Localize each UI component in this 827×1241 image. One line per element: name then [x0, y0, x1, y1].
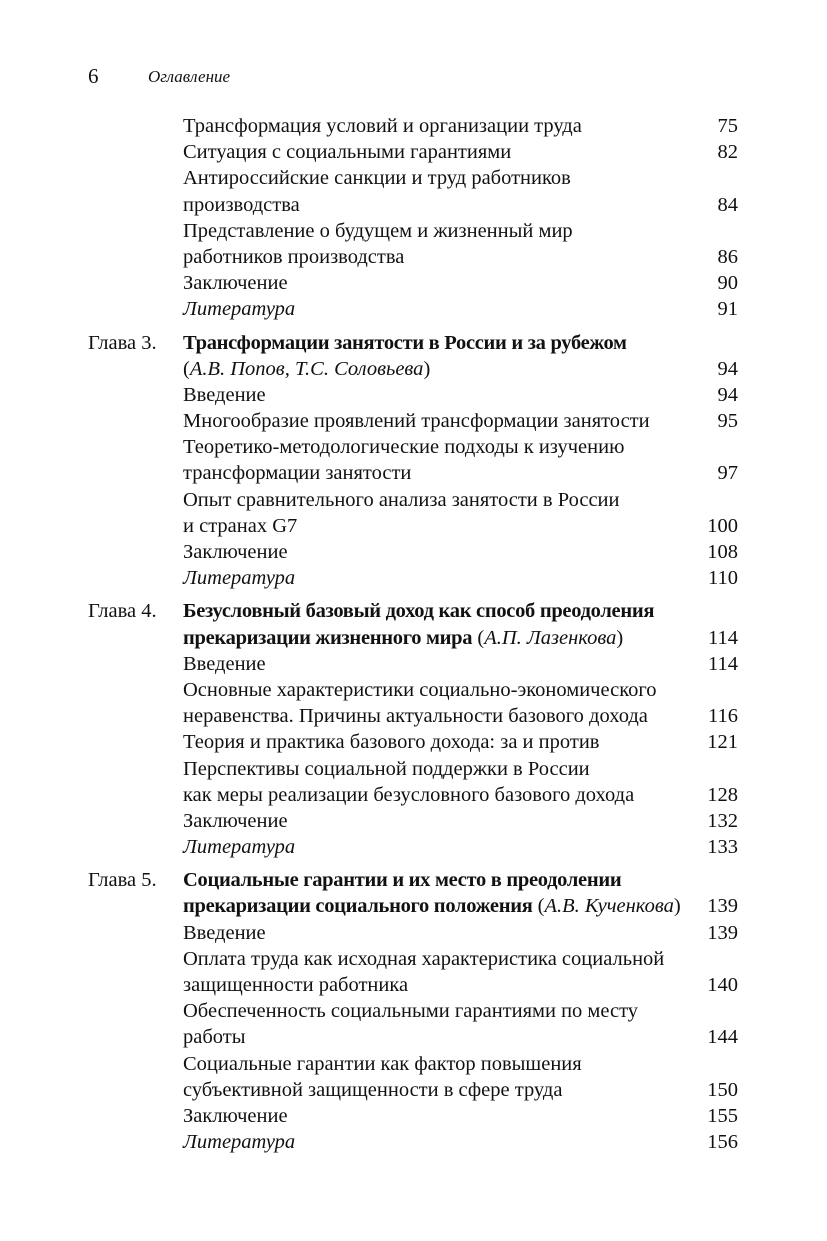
toc-line	[88, 1051, 738, 1077]
entry-title	[183, 356, 430, 382]
entry-title	[183, 782, 634, 808]
toc-entry[interactable]	[88, 946, 738, 998]
entry-title	[183, 408, 650, 434]
page-ref: 82	[717, 141, 738, 164]
toc-line	[88, 625, 738, 651]
toc-line	[88, 487, 738, 513]
entry-title	[183, 296, 295, 322]
toc-line	[88, 1077, 738, 1103]
toc-line	[88, 565, 738, 591]
text-segment: Теория и практика базового дохода: за и против	[183, 731, 600, 754]
page-ref: 140	[707, 974, 738, 996]
text-segment: Заключение	[183, 272, 288, 295]
entry-title	[183, 139, 511, 165]
italic-text: Литература	[183, 298, 296, 321]
italic-text: А.П. Лазенкова	[484, 626, 617, 649]
toc-entry[interactable]	[88, 834, 738, 860]
page-ref: 114	[708, 652, 738, 675]
italic-text: А.В. Попов, Т.С. Соловьева	[189, 357, 424, 380]
italic-text: Литература	[183, 567, 296, 590]
italic-text: А.В. Кученкова	[544, 895, 674, 918]
entry-title	[183, 867, 621, 893]
toc-line	[88, 113, 738, 139]
entry-title	[183, 539, 288, 565]
page-ref: 90	[717, 272, 738, 295]
text-segment: как меры реализации безусловного базового дохода	[183, 783, 635, 806]
text-segment: Теоретико-методологические подходы к изучению	[183, 436, 625, 459]
toc-entry[interactable]	[88, 165, 738, 217]
text-segment: Социальные гарантии как фактор повышения	[183, 1052, 582, 1075]
text-segment: Многообразие проявлений трансформации занятости	[183, 410, 650, 433]
text-segment: (	[183, 357, 190, 380]
entry-title	[183, 1103, 288, 1129]
text-segment: трансформации занятости	[183, 462, 412, 485]
entry-title	[183, 893, 681, 919]
entry-title	[183, 1077, 562, 1103]
toc-chapter-entry[interactable]	[88, 867, 738, 919]
toc-line	[88, 165, 738, 191]
text-segment: субъективной защищенности в сфере труда	[183, 1078, 563, 1101]
page-ref: 121	[707, 731, 738, 754]
toc-line	[88, 408, 738, 434]
toc-entry[interactable]	[88, 113, 738, 139]
page-ref: 110	[708, 567, 738, 590]
toc-entry[interactable]	[88, 729, 738, 755]
entry-title	[183, 434, 624, 460]
page-ref: 75	[717, 115, 738, 137]
toc-entry[interactable]	[88, 756, 738, 808]
text-segment: Оплата труда как исходная характеристика социальной	[183, 947, 665, 970]
text-segment: и странах G7	[183, 514, 298, 537]
entry-title	[183, 677, 657, 703]
entry-title	[183, 382, 266, 408]
toc-line	[88, 434, 738, 460]
text-segment: (	[472, 626, 485, 649]
toc-line	[88, 460, 738, 486]
bold-text: Безусловный базовый доход как способ преодоления	[183, 600, 655, 623]
text-segment: работников производства	[183, 245, 405, 268]
page-ref: 108	[707, 541, 738, 563]
chapter-label: Глава 3.	[88, 331, 157, 354]
toc-entry[interactable]	[88, 1103, 738, 1129]
text-segment: Опыт сравнительного анализа занятости в России	[183, 488, 620, 511]
page-ref: 94	[717, 357, 738, 380]
toc-line	[88, 946, 738, 972]
bold-text: прекаризации жизненного мира	[183, 626, 473, 649]
toc-entry[interactable]	[88, 677, 738, 729]
toc-entry[interactable]	[88, 539, 738, 565]
entry-title	[183, 218, 573, 244]
page-ref: 155	[707, 1104, 738, 1127]
entry-title	[183, 244, 404, 270]
text-segment: Ситуация с социальными гарантиями	[183, 141, 512, 164]
text-segment: Трансформация условий и организации труда	[183, 115, 582, 137]
toc-line	[88, 598, 738, 624]
text-segment: Заключение	[183, 1104, 288, 1127]
toc-entry[interactable]	[88, 382, 738, 408]
toc-line	[88, 893, 738, 919]
text-segment: (	[532, 895, 545, 918]
entry-title	[183, 946, 664, 972]
toc-chapter-entry[interactable]	[88, 330, 738, 382]
entry-title	[183, 192, 300, 218]
italic-text: Литература	[183, 836, 296, 859]
text-segment: Введение	[183, 383, 266, 406]
entry-title	[183, 1051, 582, 1077]
page-ref: 150	[707, 1078, 738, 1101]
toc-line	[88, 382, 738, 408]
text-segment: неравенства. Причины актуальности базового дохода	[183, 705, 648, 728]
toc-line	[88, 998, 738, 1024]
page-ref: 128	[707, 783, 738, 806]
toc-entry[interactable]	[88, 808, 738, 834]
entry-title	[183, 972, 408, 998]
toc-entry[interactable]	[88, 920, 738, 946]
text-segment: Антироссийские санкции и труд работников	[183, 167, 571, 190]
page-ref: 95	[717, 410, 738, 433]
toc-line	[88, 920, 738, 946]
entry-title	[183, 808, 288, 834]
bold-text: прекаризации социального положения	[183, 895, 533, 918]
entry-title	[183, 703, 648, 729]
page-ref: 94	[717, 383, 738, 406]
toc-line	[88, 1103, 738, 1129]
chapter-label: Глава 4.	[88, 600, 157, 623]
entry-title	[183, 1024, 246, 1050]
entry-title	[183, 834, 295, 860]
page-ref: 84	[717, 193, 738, 216]
toc-line	[88, 756, 738, 782]
toc-entry[interactable]	[88, 434, 738, 486]
toc-line	[88, 218, 738, 244]
entry-title	[183, 165, 571, 191]
toc-line	[88, 808, 738, 834]
text-segment: Обеспеченность социальными гарантиями по месту	[183, 1000, 639, 1023]
toc-line	[88, 513, 738, 539]
entry-title	[183, 729, 599, 755]
toc-line	[88, 1024, 738, 1050]
toc-line	[88, 867, 738, 893]
bold-text: Социальные гарантии и их место в преодолении	[183, 869, 622, 892]
toc-line	[88, 972, 738, 998]
entry-title	[183, 565, 295, 591]
page-ref: 97	[717, 462, 738, 485]
toc-line	[88, 139, 738, 165]
text-segment: Перспективы социальной поддержки в России	[183, 757, 590, 780]
text-segment: )	[423, 357, 431, 380]
entry-title	[183, 920, 266, 946]
entry-title	[183, 756, 590, 782]
toc-entry[interactable]	[88, 296, 738, 322]
toc-line	[88, 356, 738, 382]
text-segment: защищенности работника	[183, 974, 409, 996]
toc-entry[interactable]	[88, 1129, 738, 1155]
toc-line	[88, 677, 738, 703]
text-segment: )	[616, 626, 624, 649]
toc-line	[88, 296, 738, 322]
text-segment: работы	[183, 1026, 246, 1049]
entry-title	[183, 1129, 295, 1155]
entry-title	[183, 487, 620, 513]
chapter-label: Глава 5.	[88, 869, 157, 892]
page-ref: 144	[707, 1026, 738, 1049]
entry-title	[183, 460, 411, 486]
page-ref: 133	[707, 836, 738, 859]
toc-entry[interactable]	[88, 270, 738, 296]
toc-line	[88, 539, 738, 565]
page-ref: 100	[707, 514, 738, 537]
toc-entry[interactable]	[88, 408, 738, 434]
page-ref: 91	[717, 298, 738, 321]
text-segment: Введение	[183, 921, 266, 944]
toc-line	[88, 651, 738, 677]
page-ref: 139	[707, 921, 738, 944]
toc-line	[88, 834, 738, 860]
page-ref: 114	[708, 626, 738, 649]
entry-title	[183, 513, 297, 539]
text-segment: Заключение	[183, 809, 288, 832]
page-ref: 132	[707, 809, 738, 832]
bold-text: Трансформации занятости в России и за рубежом	[183, 331, 627, 354]
toc-entry[interactable]	[88, 651, 738, 677]
toc-line	[88, 703, 738, 729]
running-title: Оглавление	[148, 67, 231, 86]
entry-title	[183, 625, 623, 651]
toc-entry[interactable]	[88, 998, 738, 1050]
toc-line	[88, 729, 738, 755]
text-segment: )	[673, 895, 681, 918]
toc-line	[88, 244, 738, 270]
text-segment: Введение	[183, 652, 266, 675]
entry-title	[183, 270, 288, 296]
toc-entry[interactable]	[88, 218, 738, 270]
page-ref: 116	[708, 705, 738, 728]
entry-title	[183, 598, 654, 624]
text-segment: Заключение	[183, 541, 288, 563]
toc-entry[interactable]	[88, 139, 738, 165]
entry-title	[183, 113, 582, 139]
toc-entry[interactable]	[88, 487, 738, 539]
text-segment: Основные характеристики социально-экономического	[183, 678, 657, 701]
entry-title	[183, 330, 627, 356]
toc-line	[88, 270, 738, 296]
text-segment: производства	[183, 193, 300, 216]
page-ref: 156	[707, 1131, 738, 1154]
toc-entry[interactable]	[88, 565, 738, 591]
page-ref: 86	[717, 245, 738, 268]
toc-line	[88, 1129, 738, 1155]
table-of-contents	[88, 113, 738, 1155]
entry-title	[183, 651, 266, 677]
toc-line	[88, 782, 738, 808]
toc-chapter-entry[interactable]	[88, 598, 738, 650]
toc-line	[88, 330, 738, 356]
toc-entry[interactable]	[88, 1051, 738, 1103]
page-ref: 139	[707, 895, 738, 918]
entry-title	[183, 998, 638, 1024]
toc-line	[88, 192, 738, 218]
page-number: 6	[88, 64, 99, 88]
text-segment: Представление о будущем и жизненный мир	[183, 219, 573, 242]
italic-text: Литература	[183, 1131, 296, 1154]
